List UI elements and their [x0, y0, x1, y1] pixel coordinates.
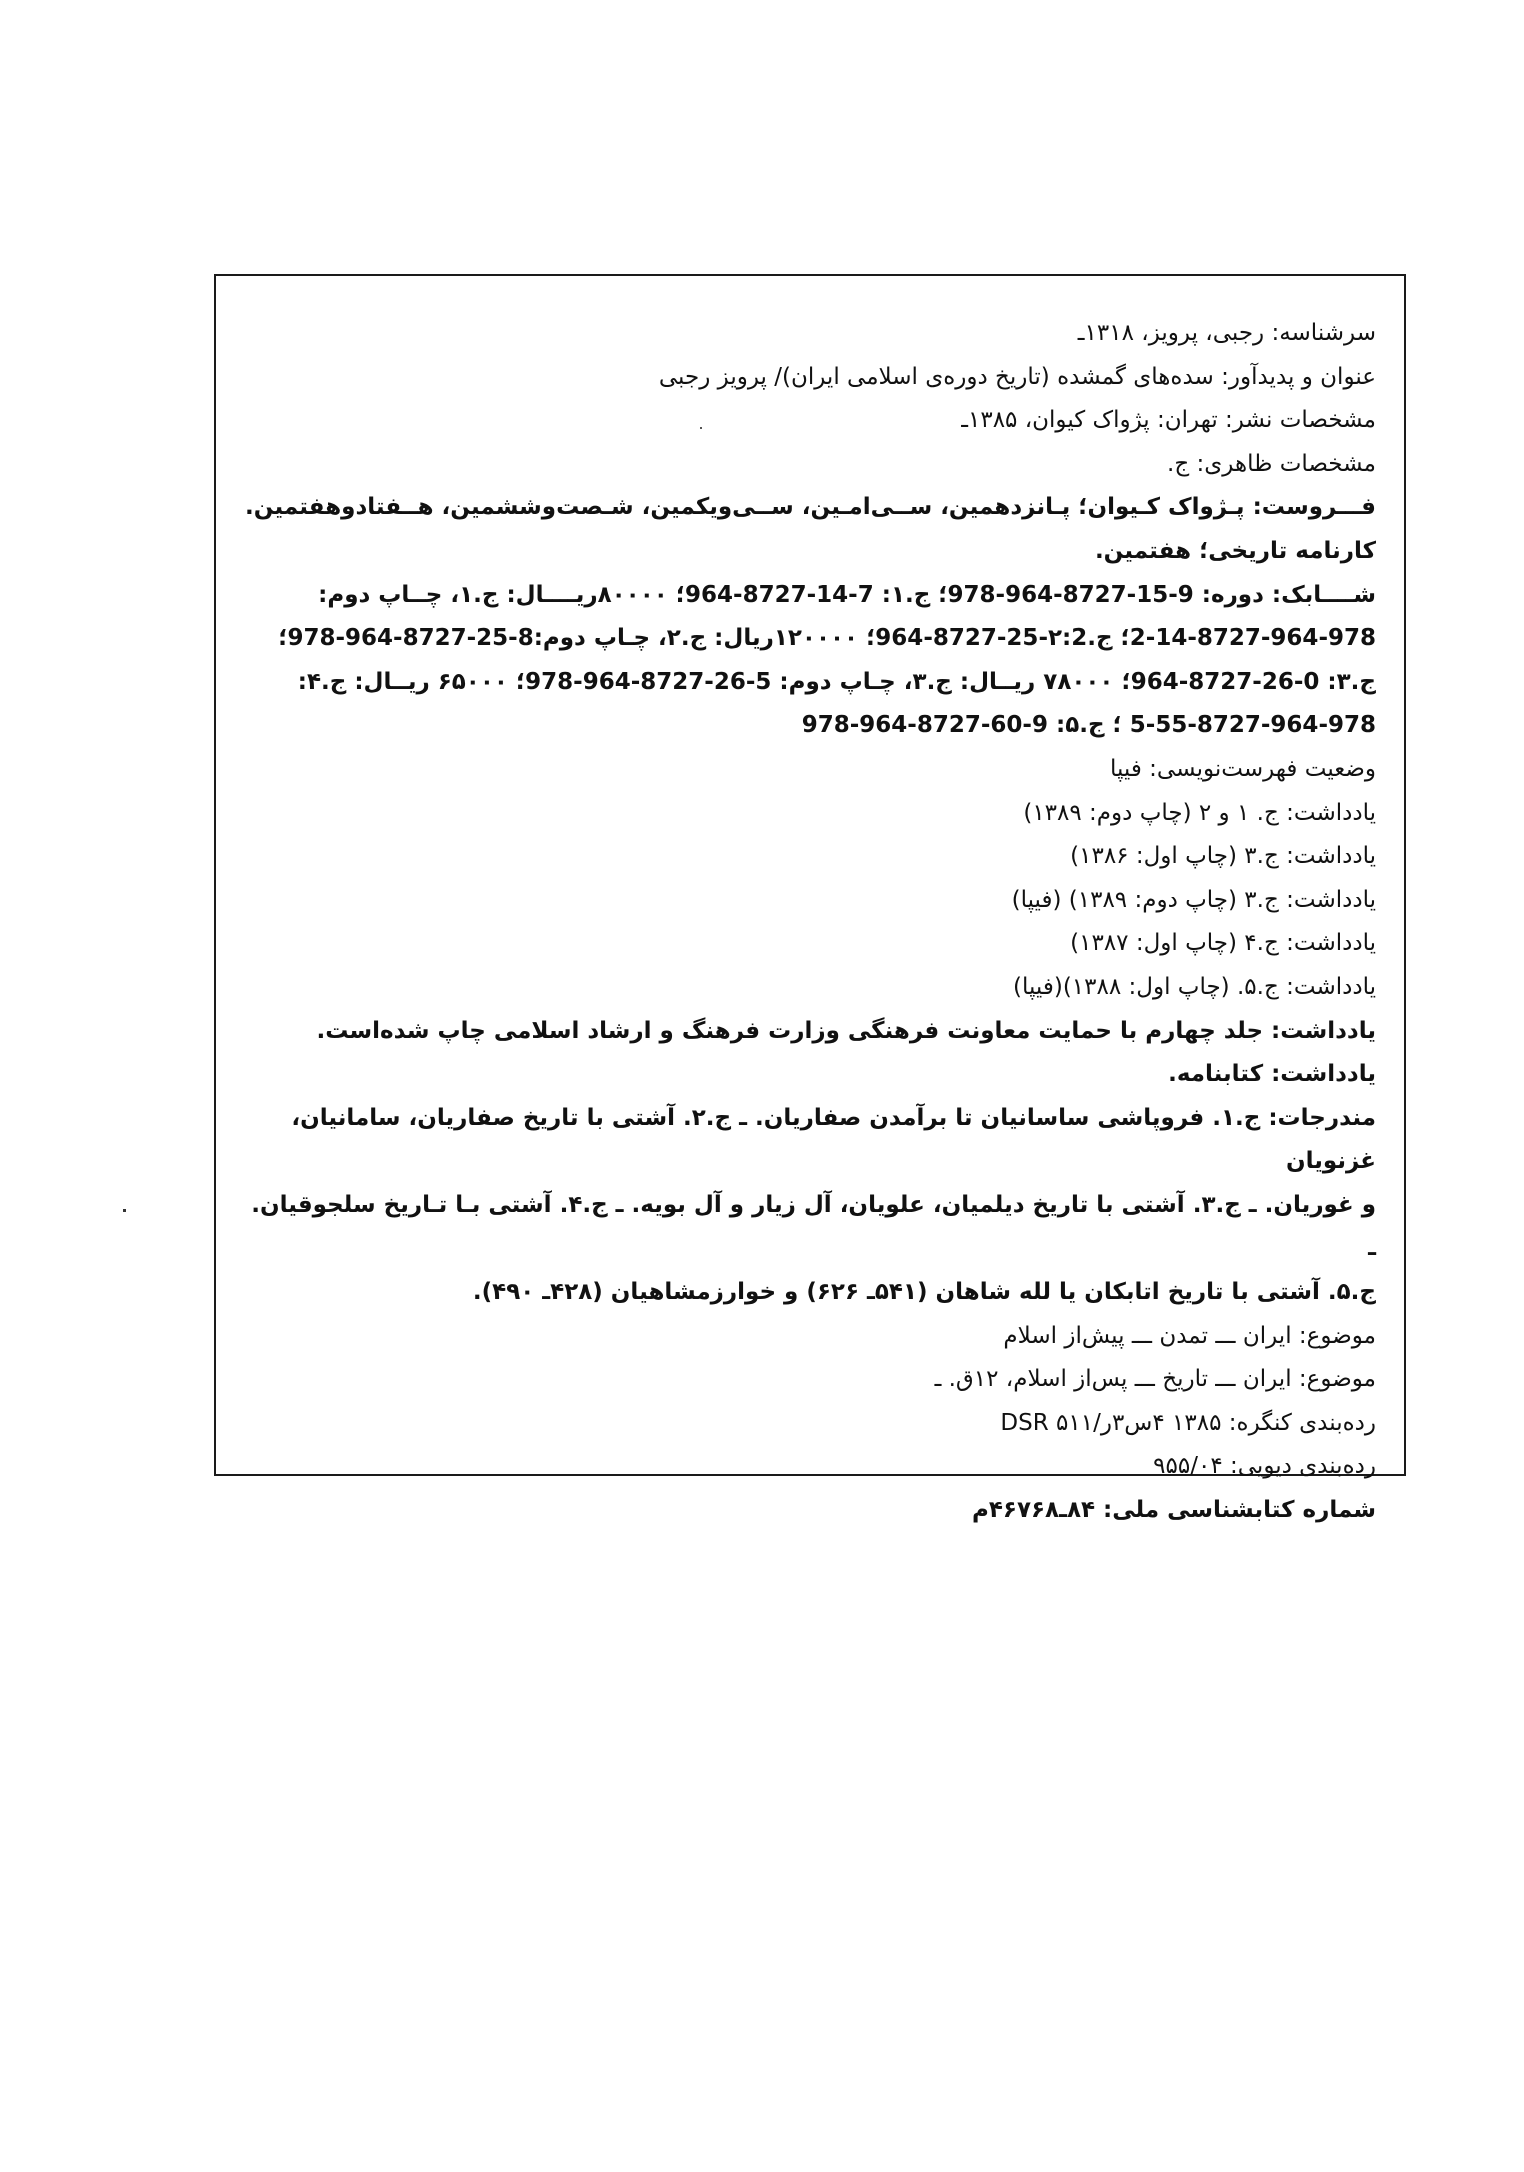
note-line-5: یادداشت: ج.۵. (چاپ اول: ۱۳۸۸)(فیپا): [1012, 973, 1376, 1000]
scan-speck: [123, 1209, 126, 1212]
subject-line-2: موضوع: ایران ـــ تاریخ ـــ پس‌از اسلام، ۱۲ق. ـ: [934, 1366, 1376, 1393]
note-line-2: یادداشت: ج.۳ (چاپ اول: ۱۳۸۶): [1070, 843, 1376, 870]
publication-line: مشخصات نشر: تهران: پژواک کیوان، ۱۳۸۵ـ: [961, 407, 1376, 434]
lc-classification-line: رده‌بندی کنگره: ۱۳۸۵ ۴س۳ر/۵۱۱ DSR: [1000, 1409, 1376, 1436]
note-line-6: یادداشت: جلد چهارم با حمایت معاونت فرهنگی وزارت فرهنگ و ارشاد اسلامی چاپ شده‌است.: [316, 1017, 1376, 1044]
isbn-line-2: 2-14-8727-964-978؛ ج.۲:2-25-8727-964؛ ۱۲۰۰۰۰ریال: ج.۲، چـاپ دوم:8-25-8727-964-978؛: [278, 625, 1376, 652]
title-statement-line: عنوان و پدیدآور: سده‌های گمشده (تاریخ دوره‌ی اسلامی ایران)/ پرویز رجبی: [658, 363, 1376, 390]
note-line-1: یادداشت: ج. ۱ و ۲ (چاپ دوم: ۱۳۸۹): [1023, 799, 1376, 826]
contents-line-3: ج.۵. آشتی با تاریخ اتابکان یا لله شاهان (۵۴۱ـ ۶۲۶) و خوارزمشاهیان (۴۲۸ـ ۴۹۰).: [472, 1279, 1376, 1306]
isbn-line-1: شــــابک: دوره: 9-15-8727-964-978؛ ج.۱: 7-14-8727-964؛ ۸۰۰۰۰ریــــال: ج.۱، چــاپ دوم:: [318, 581, 1376, 608]
contents-line-2: و غوریان. ـ ج.۳. آشتی با تاریخ دیلمیان، علویان، آل زیار و آل بویه. ـ ج.۴. آشتی بـا تـاریخ سلجوقیان. ـ: [251, 1191, 1376, 1262]
scan-speck: [700, 427, 702, 429]
contents-line-1: مندرجات: ج.۱. فروپاشی ساسانیان تا برآمدن صفاریان. ـ ج.۲. آشتی با تاریخ صفاریان، سامانیان، غزنویان: [291, 1104, 1376, 1175]
dewey-classification-line: رده‌بندی دیویی: ۹۵۵/۰۴: [1153, 1453, 1376, 1480]
isbn-line-3: ج.۳: 0-26-8727-964؛ ۷۸۰۰۰ ریــال: ج.۳، چـاپ دوم: 5-26-8727-964-978؛ ۶۵۰۰۰ ریــال: ج.۴:: [297, 668, 1376, 695]
physical-description-line: مشخصات ظاهری: ج.: [1167, 450, 1376, 477]
national-bibliography-number-line: شماره کتابشناسی ملی: ۸۴ـ۴۶۷۶۸م: [972, 1497, 1376, 1524]
series-line-continued: کارنامه تاریخی؛ هفتمین.: [1094, 537, 1376, 564]
main-entry-line: سرشناسه: رجبی، پرویز، ۱۳۱۸ـ: [1077, 320, 1376, 346]
series-line: فـــروست: پـژواک کـیوان؛ پـانزدهمین، ســی‌امـین، ســی‌ویکمین، شـصت‌وششمین، هــفتادوهفتمین.: [245, 494, 1376, 521]
cip-record-content: [236, 312, 1376, 1533]
note-line-3: یادداشت: ج.۳ (چاپ دوم: ۱۳۸۹) (فیپا): [1011, 886, 1376, 913]
subject-line-1: موضوع: ایران ـــ تمدن ـــ پیش‌از اسلام: [1003, 1322, 1376, 1349]
isbn-line-4: 5-55-8727-964-978 ؛ ج.۵: 9-60-8727-964-978: [801, 712, 1376, 739]
cip-record-box: [214, 274, 1406, 1524]
note-line-4: یادداشت: ج.۴ (چاپ اول: ۱۳۸۷): [1070, 930, 1376, 957]
cataloging-status-line: وضعیت فهرست‌نویسی: فیپا: [1109, 755, 1376, 782]
note-line-bibliography: یادداشت: کتابنامه.: [1168, 1061, 1376, 1088]
